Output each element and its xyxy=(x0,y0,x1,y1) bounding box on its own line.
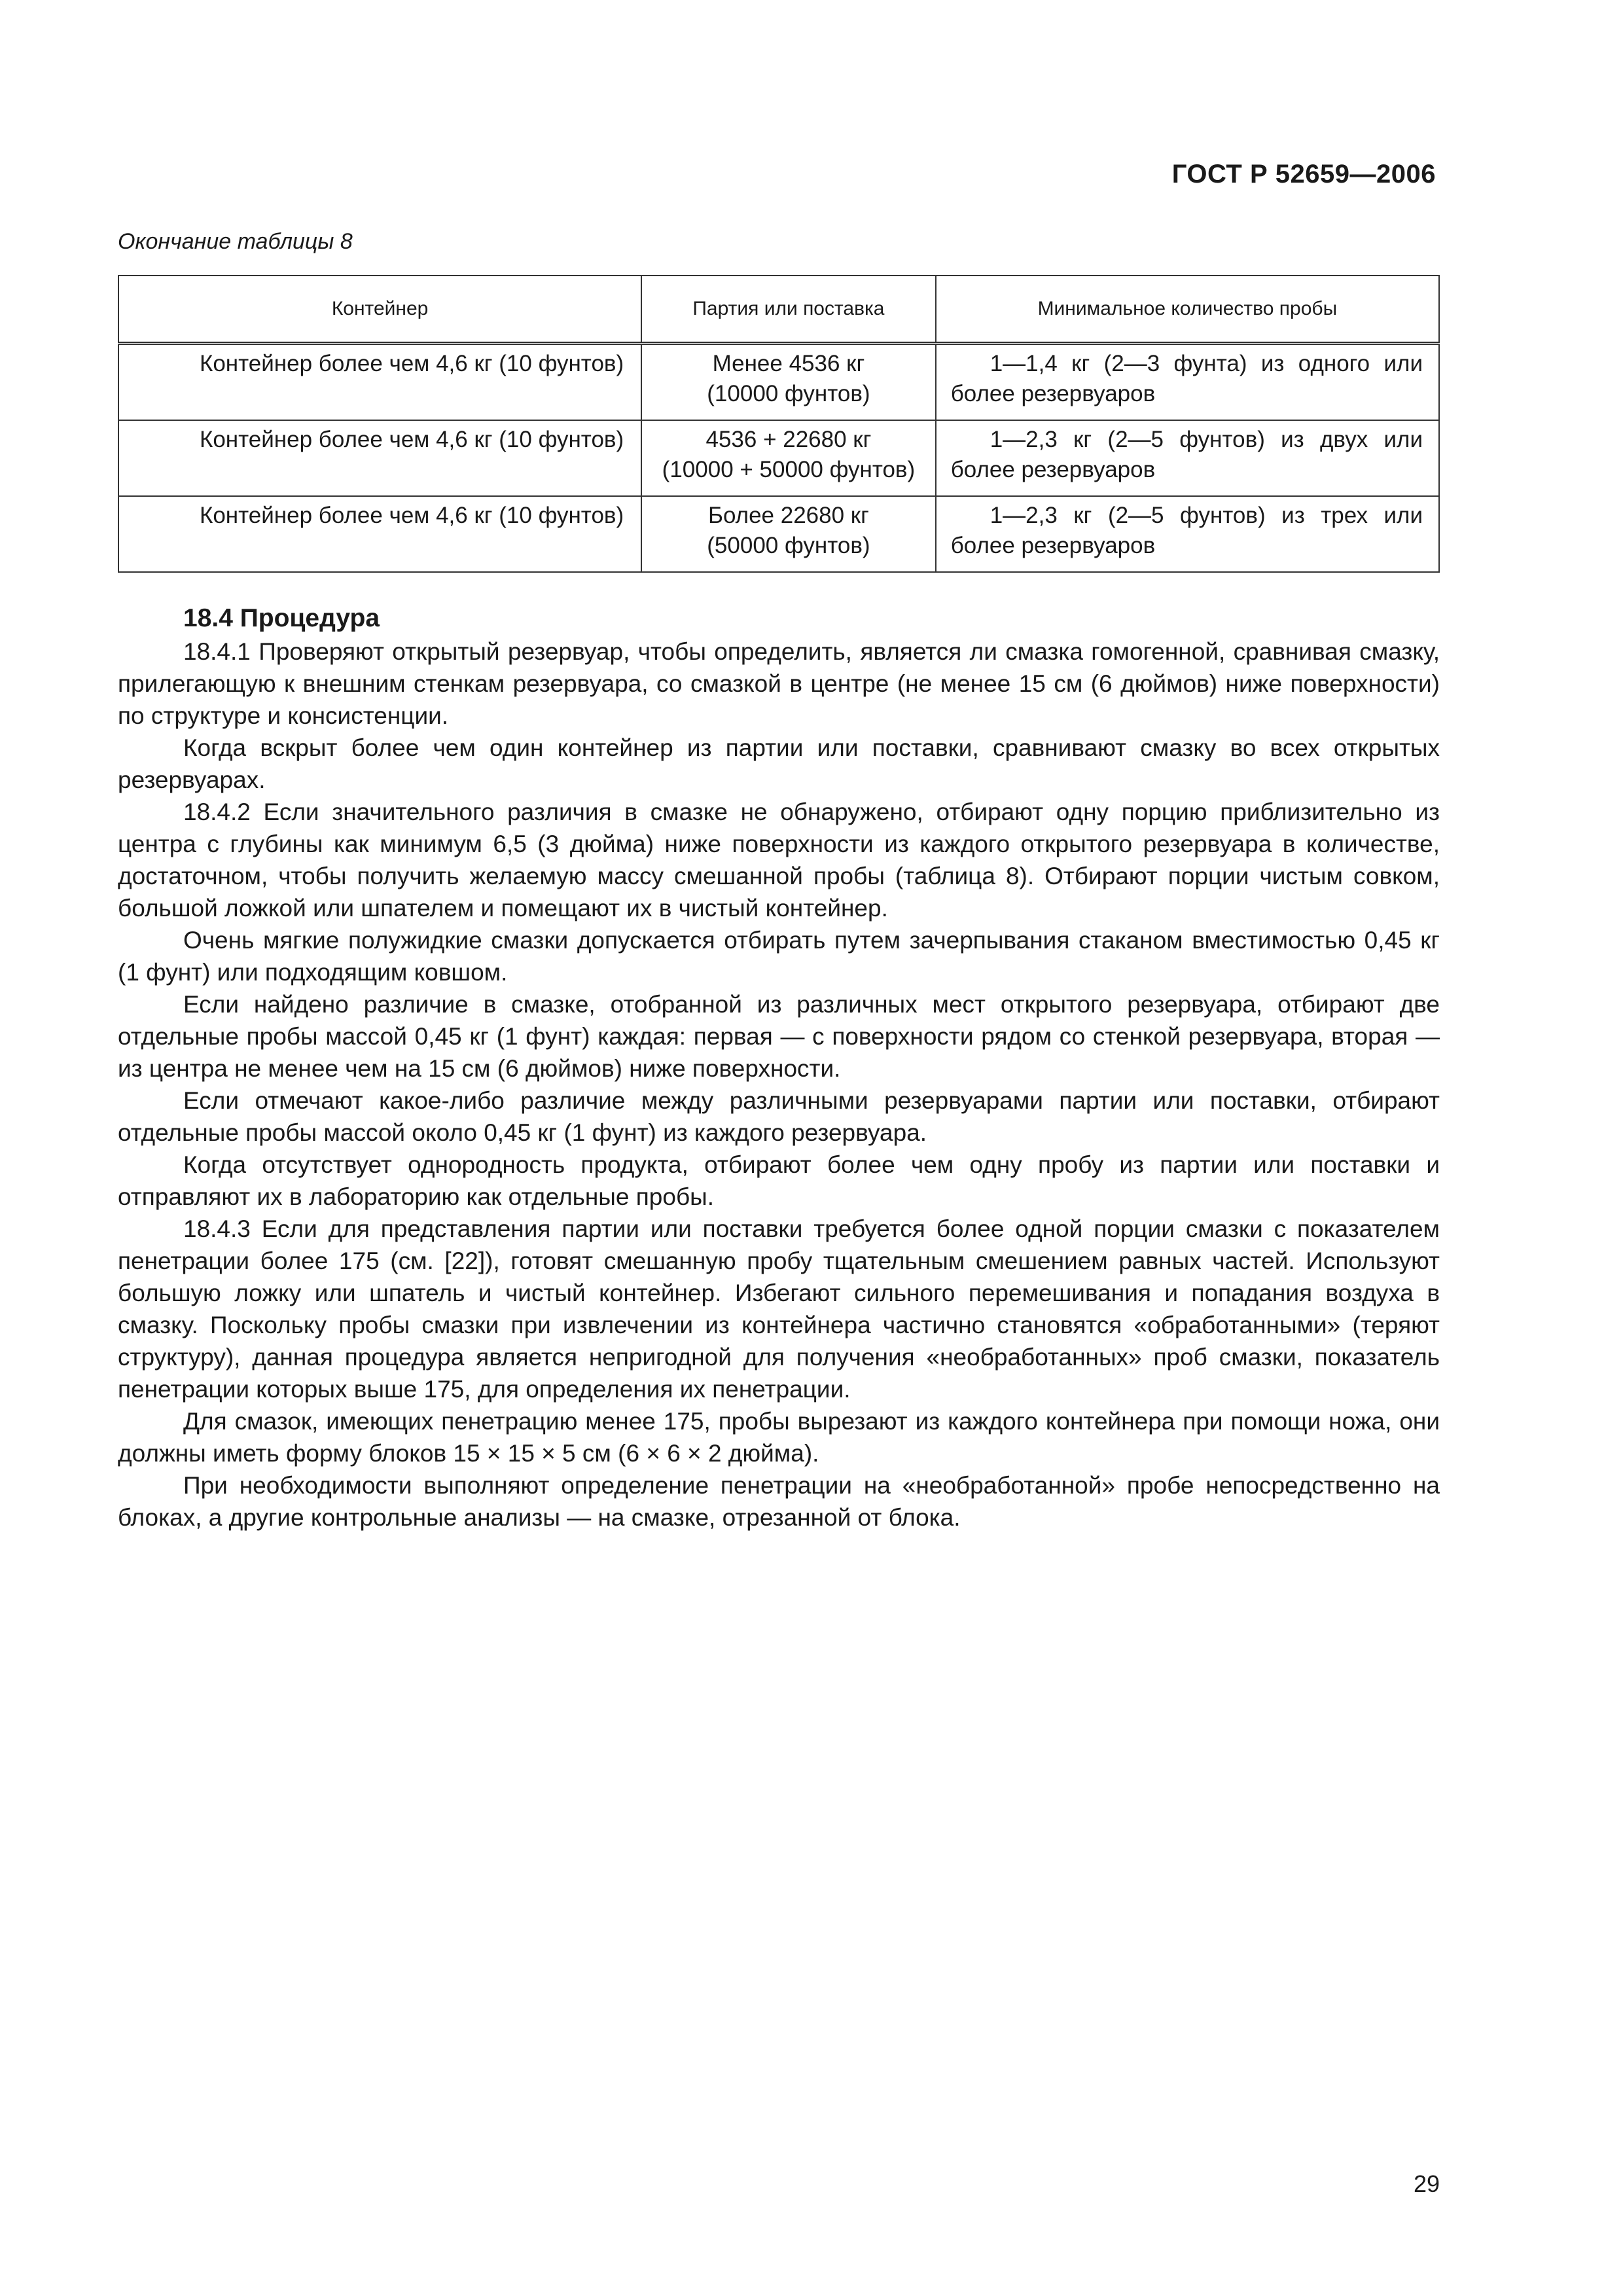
paragraph: Если найдено различие в смазке, отобранной из различных мест открытого резервуара, отбирают две отдельные пробы массой 0,45 кг (1 фунт) каждая: первая — с поверхности рядом со стенкой резервуара, вторая — из центра не менее чем на 15 см (6 дюймов) ниже поверхности. xyxy=(118,991,1440,1082)
column-header-lot: Партия или поставка xyxy=(641,276,936,344)
table-caption: Окончание таблицы 8 xyxy=(118,229,353,254)
cell-container: Контейнер более чем 4,6 кг (10 фунтов) xyxy=(118,344,641,421)
column-header-min-quantity: Минимальное количество пробы xyxy=(936,276,1439,344)
cell-min-line: 1—2,3 кг (2—5 фунтов) из трех или xyxy=(990,503,1423,528)
table-row xyxy=(118,420,1439,496)
cell-min-line: более резервуаров xyxy=(950,381,1156,406)
paragraph: Очень мягкие полужидкие смазки допускается отбирать путем зачерпывания стаканом вместимостью 0,45 кг (1 фунт) или подходящим ковшом. xyxy=(118,927,1440,986)
cell-lot-line: (10000 + 50000 фунтов) xyxy=(662,457,916,482)
cell-min-quantity xyxy=(936,344,1439,421)
section-body xyxy=(118,602,1440,1534)
paragraph: Для смазок, имеющих пенетрацию менее 175, пробы вырезают из каждого контейнера при помощи ножа, они должны иметь форму блоков 15 × 15 × 5 см (6 × 6 × 2 дюйма). xyxy=(118,1408,1440,1467)
paragraph: 18.4.2 Если значительного различия в смазке не обнаружено, отбирают одну порцию приблизительно из центра с глубины как минимум 6,5 (3 дюйма) ниже поверхности из каждого открытого резервуара в количестве, достаточном, чтобы получить желаемую массу смешанной пробы (таблица 8). Отбирают порции чистым совком, большой ложкой или шпателем и помещают их в чистый контейнер. xyxy=(118,798,1440,922)
cell-lot xyxy=(641,420,936,496)
cell-lot-line: 4536 + 22680 кг xyxy=(705,427,872,452)
column-header-container: Контейнер xyxy=(118,276,641,344)
cell-min-line: более резервуаров xyxy=(950,533,1156,558)
table-row xyxy=(118,344,1439,421)
cell-lot-line: Менее 4536 кг xyxy=(712,351,865,376)
section-heading: 18.4 Процедура xyxy=(183,604,380,632)
cell-lot xyxy=(641,496,936,572)
table-header-row xyxy=(118,276,1439,344)
paragraph: 18.4.3 Если для представления партии или поставки требуется более одной порции смазки с показателем пенетрации более 175 (см. [22]), готовят смешанную пробу тщательным смешением равных частей. Используют большую ложку или шпатель и чистый контейнер. Избегают сильного перемешивания и попадания воздуха в смазку. Поскольку пробы смазки при извлечении из контейнера частично становятся «обработанными» (теряют структуру), данная процедура является непригодной для получения «необработанных» проб смазки, показатель пенетрации которых выше 175, для определения их пенетрации. xyxy=(118,1215,1440,1403)
cell-lot-line: (10000 фунтов) xyxy=(707,381,870,406)
cell-lot-line: (50000 фунтов) xyxy=(707,533,870,558)
paragraph: 18.4.1 Проверяют открытый резервуар, чтобы определить, является ли смазка гомогенной, сравнивая смазку, прилегающую к внешним стенкам резервуара, со смазкой в центре (не менее 15 см (6 дюймов) ниже поверхности) по структуре и консистенции. xyxy=(118,638,1440,729)
sampling-table xyxy=(118,275,1440,573)
cell-container: Контейнер более чем 4,6 кг (10 фунтов) xyxy=(118,420,641,496)
cell-lot xyxy=(641,344,936,421)
page-number: 29 xyxy=(1413,2170,1440,2197)
document-code: ГОСТ Р 52659—2006 xyxy=(1171,160,1436,188)
cell-min-line: 1—1,4 кг (2—3 фунта) из одного или xyxy=(990,351,1423,376)
paragraph: При необходимости выполняют определение пенетрации на «необработанной» пробе непосредственно на блоках, а другие контрольные анализы — на смазке, отрезанной от блока. xyxy=(118,1472,1440,1531)
cell-min-line: более резервуаров xyxy=(950,457,1156,482)
cell-container: Контейнер более чем 4,6 кг (10 фунтов) xyxy=(118,496,641,572)
cell-min-line: 1—2,3 кг (2—5 фунтов) из двух или xyxy=(990,427,1423,452)
cell-min-quantity xyxy=(936,420,1439,496)
table-row xyxy=(118,496,1439,572)
paragraph: Если отмечают какое-либо различие между различными резервуарами партии или поставки, отбирают отдельные пробы массой около 0,45 кг (1 фунт) из каждого резервуара. xyxy=(118,1087,1440,1146)
paragraph: Когда вскрыт более чем один контейнер из партии или поставки, сравнивают смазку во всех открытых резервуарах. xyxy=(118,734,1440,793)
paragraph: Когда отсутствует однородность продукта, отбирают более чем одну пробу из партии или поставки и отправляют их в лабораторию как отдельные пробы. xyxy=(118,1151,1440,1210)
cell-lot-line: Более 22680 кг xyxy=(707,503,869,528)
cell-min-quantity xyxy=(936,496,1439,572)
